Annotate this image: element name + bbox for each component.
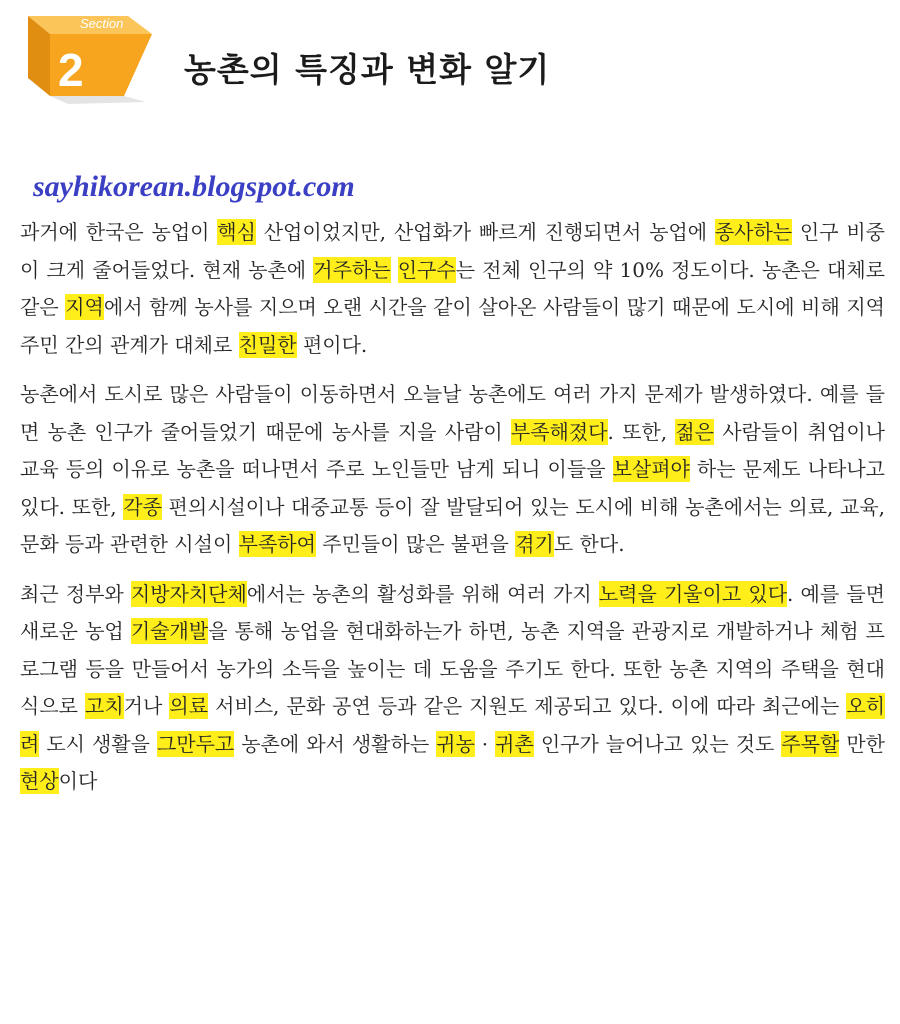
text-segment: 편이다. xyxy=(296,332,368,357)
highlighted-term: 젊은 xyxy=(675,419,714,444)
highlighted-term: 친밀한 xyxy=(238,332,297,357)
highlighted-term: 지역 xyxy=(65,295,104,319)
highlighted-term: 노력을 기울이고 있다 xyxy=(598,581,788,606)
highlighted-term: 의료 xyxy=(169,694,209,718)
paragraph-3 xyxy=(20,576,885,801)
highlighted-term: 주목할 xyxy=(781,731,840,756)
text-segment: 에서 함께 농사를 지으며 오랜 시간을 같이 살아온 사람들이 많기 때문에 도시에 비해 지역 주민 간의 관계가 대체로 xyxy=(20,295,886,357)
highlighted-term: 지방자치단체 xyxy=(130,581,247,606)
highlighted-term: 기술개발 xyxy=(130,619,209,643)
highlighted-term: 현상 xyxy=(20,769,59,793)
highlighted-term: 귀농 xyxy=(436,731,475,756)
highlighted-term: 각종 xyxy=(123,494,162,519)
text-segment: 서비스, 문화 공연 등과 같은 지원도 제공되고 있다. 이에 따라 최근에는 xyxy=(208,694,847,718)
text-segment: 인구가 늘어나고 있는 것도 xyxy=(533,731,782,756)
text-segment: 최근 정부와 xyxy=(20,581,131,606)
page-title: 농촌의 특징과 변화 알기 xyxy=(184,50,551,89)
highlighted-term: 인구수 xyxy=(397,257,456,282)
highlighted-term: 보살펴야 xyxy=(612,457,690,481)
paragraph-1 xyxy=(20,214,885,364)
text-segment: 주민들이 많은 불편을 xyxy=(315,532,516,556)
highlighted-term: 귀촌 xyxy=(495,731,534,756)
section-badge-graphic xyxy=(28,14,158,106)
text-segment: 도시 생활을 xyxy=(39,731,157,756)
watermark-url: sayhikorean.blogspot.com xyxy=(33,170,355,203)
text-segment: 과거에 한국은 농업이 xyxy=(20,220,218,244)
section-number: 2 xyxy=(58,44,84,96)
section-label: Section xyxy=(80,16,124,31)
text-segment: 편의시설이나 대중교통 등이 잘 발달되어 있는 도시에 비해 농촌에서는 의료, 교육, 문화 등과 관련한 시설이 xyxy=(20,494,885,556)
highlighted-term: 고치 xyxy=(85,694,124,718)
text-segment: 거나 xyxy=(123,694,170,718)
highlighted-term: 겪기 xyxy=(515,532,554,556)
text-segment: . 예를 들면 새로운 농업 xyxy=(20,581,885,643)
text-segment: 는 전체 인구의 약 10% 정도이다. 농촌은 대체로 같은 xyxy=(20,257,885,319)
text-segment: 사람들이 취업이나 교육 등의 이유로 농촌을 떠나면서 주로 노인들만 남게 되니 이들을 xyxy=(20,419,885,481)
article-body xyxy=(20,214,885,813)
text-segment: 이다 xyxy=(58,769,98,793)
text-segment: 농촌에 와서 생활하는 xyxy=(234,731,437,756)
text-segment: · xyxy=(474,731,496,756)
text-segment: 하는 문제도 나타나고 있다. 또한, xyxy=(20,457,885,519)
section-badge xyxy=(28,14,158,106)
text-segment: 도 한다. xyxy=(553,532,625,556)
text-segment: 만한 xyxy=(839,731,885,756)
highlighted-term: 종사하는 xyxy=(714,220,793,244)
highlighted-term: 부족하여 xyxy=(238,532,316,556)
text-segment xyxy=(391,258,398,282)
text-segment: 에서는 농촌의 활성화를 위해 여러 가지 xyxy=(246,581,599,606)
text-segment: 인구 비중이 크게 줄어들었다. 현재 농촌에 xyxy=(20,220,885,282)
highlighted-term: 핵심 xyxy=(217,220,256,244)
highlighted-term: 오히려 xyxy=(20,694,886,756)
paragraph-2 xyxy=(20,376,885,564)
text-segment: 산업이었지만, 산업화가 빠르게 진행되면서 농업에 xyxy=(255,220,715,244)
highlighted-term: 부족해졌다 xyxy=(510,419,608,444)
text-segment: 농촌에서 도시로 많은 사람들이 이동하면서 오늘날 농촌에도 여러 가지 문제가 발생하였다. 예를 들면 농촌 인구가 줄어들었기 때문에 농사를 지을 사람이 xyxy=(20,382,885,444)
text-segment: . 또한, xyxy=(607,419,676,444)
highlighted-term: 그만두고 xyxy=(156,731,235,756)
highlighted-term: 거주하는 xyxy=(313,257,391,282)
text-segment: 을 통해 농업을 현대화하는가 하면, 농촌 지역을 관광지로 개발하거나 체험 프로그램 등을 만들어서 농가의 소득을 높이는 데 도움을 주기도 한다. 또한 농촌 지역의 주택을 현대식으로 xyxy=(20,619,885,718)
